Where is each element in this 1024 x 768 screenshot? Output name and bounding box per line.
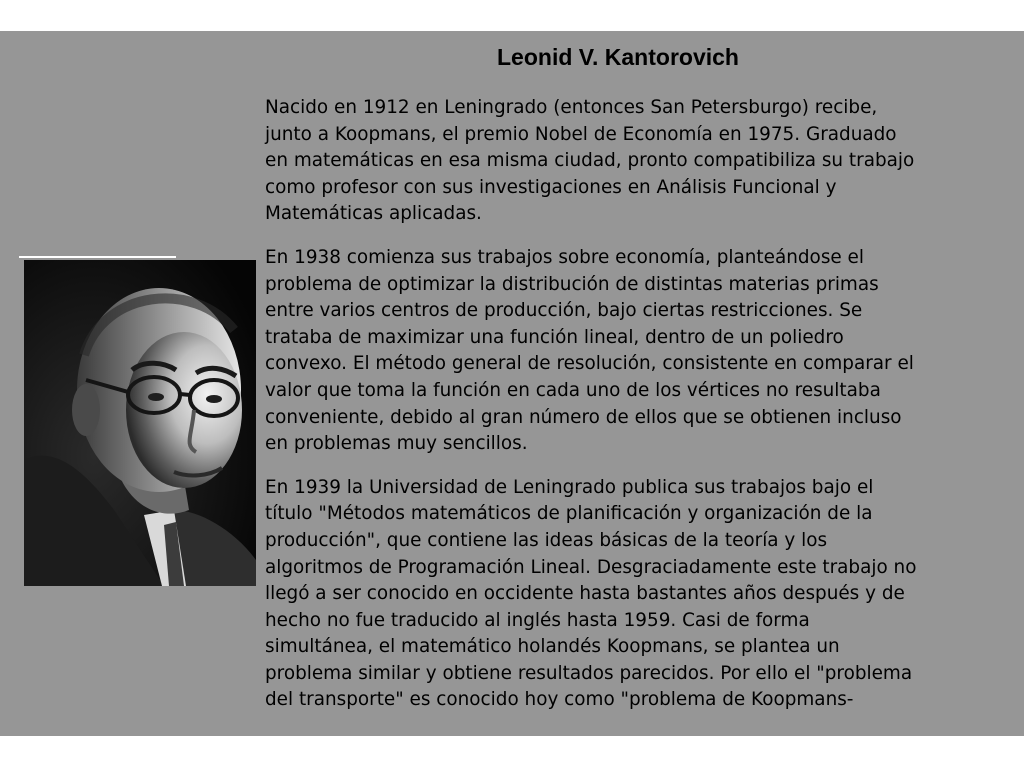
- text-line: trataba de maximizar una función lineal, dentro de un poliedro: [265, 326, 844, 348]
- text-line: entre varios centros de producción, bajo ciertas restricciones. Se: [265, 300, 863, 322]
- slide: [0, 31, 1024, 736]
- text-line: algoritmos de Programación Lineal. Desgraciadamente este trabajo no: [265, 556, 917, 578]
- text-line: En 1939 la Universidad de Leningrado publica sus trabajos bajo el: [265, 476, 874, 498]
- text-line: Nacido en 1912 en Leningrado (entonces San Petersburgo) recibe,: [265, 97, 878, 118]
- text-line: junto a Koopmans, el premio Nobel de Economía en 1975. Graduado: [265, 123, 897, 145]
- text-line: En 1938 comienza sus trabajos sobre economía, planteándose el: [265, 246, 864, 268]
- paragraph-birth-nobel: [265, 95, 1017, 228]
- paragraph-1938-work: [265, 245, 1017, 458]
- text-line: problema de optimizar la distribución de distintas materias primas: [265, 273, 879, 295]
- biography-text: [265, 95, 1017, 731]
- portrait-illustration: [24, 260, 256, 586]
- paragraph-1939-publication: [265, 475, 1017, 714]
- text-line: simultánea, el matemático holandés Koopmans, se plantea un: [265, 636, 840, 658]
- text-line: en matemáticas en esa misma ciudad, pronto compatibiliza su trabajo: [265, 150, 915, 172]
- text-line: valor que toma la función en cada uno de los vértices no resultaba: [265, 379, 881, 401]
- text-line: del transporte" es conocido hoy como "problema de Koopmans-: [265, 689, 854, 711]
- text-line: convexo. El método general de resolución, consistente en comparar el: [265, 353, 914, 375]
- text-line: como profesor con sus investigaciones en Análisis Funcional y: [265, 176, 837, 198]
- portrait-photo: [24, 260, 256, 586]
- text-line: llegó a ser conocido en occidente hasta bastantes años después y de: [265, 583, 905, 605]
- text-line: título "Métodos matemáticos de planificación y organización de la: [265, 503, 873, 525]
- text-line: conveniente, debido al gran número de ellos que se obtienen incluso: [265, 406, 902, 428]
- text-line: problema similar y obtiene resultados parecidos. Por ello el "problema: [265, 662, 913, 684]
- text-line: producción", que contiene las ideas básicas de la teoría y los: [265, 529, 828, 551]
- text-line: hecho no fue traducido al inglés hasta 1959. Casi de forma: [265, 609, 810, 631]
- photo-divider: [19, 256, 176, 258]
- text-line: en problemas muy sencillos.: [265, 433, 528, 455]
- page-title: Leonid V. Kantorovich: [497, 44, 739, 70]
- text-line: Matemáticas aplicadas.: [265, 203, 482, 225]
